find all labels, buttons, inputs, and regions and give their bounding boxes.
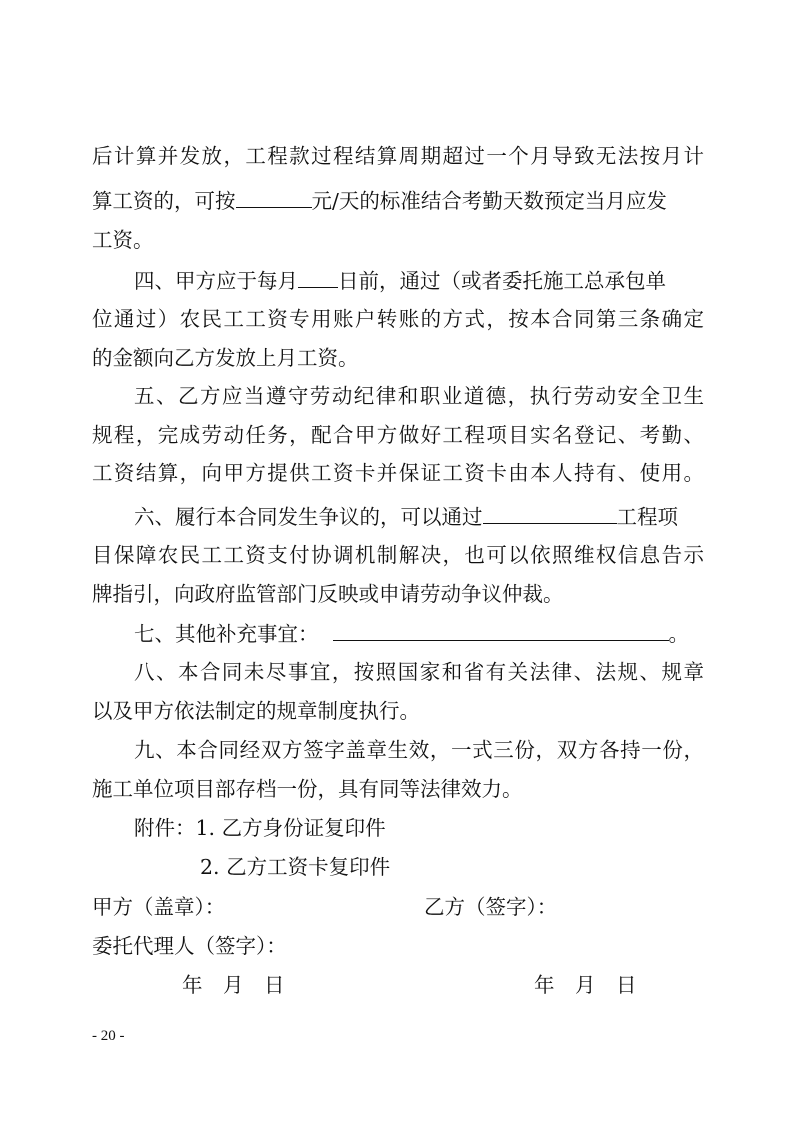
text-fragment: 算工资的，可按 bbox=[92, 189, 236, 213]
text-fragment: 日前，通过（或者委托施工总承包单 bbox=[338, 269, 666, 293]
paragraph-line: 的金额向乙方发放上月工资。 bbox=[92, 346, 359, 370]
paragraph-line: 目保障农民工工资支付协调机制解决，也可以依照维权信息告示 bbox=[92, 543, 704, 567]
paragraph-line bbox=[92, 189, 704, 212]
text-fragment: 元/天的标准结合考勤天数预定当月应发 bbox=[311, 189, 667, 213]
blank-underline-rate bbox=[236, 189, 312, 208]
text-fragment: 。 bbox=[668, 622, 689, 646]
paragraph-line: 后计算并发放，工程款过程结算周期超过一个月导致无法按月计 bbox=[92, 144, 704, 168]
date-left: 年 月 日 bbox=[182, 973, 285, 997]
paragraph-line: 九、本合同经双方签字盖章生效，一式三份，双方各持一份， bbox=[134, 738, 704, 762]
paragraph-line bbox=[134, 622, 704, 645]
agent-signature-label: 委托代理人（签字）： bbox=[92, 934, 287, 958]
text-fragment: 工程项 bbox=[616, 505, 678, 529]
text-fragment: 七、其他补充事宜： bbox=[134, 622, 319, 646]
paragraph-line: 规程，完成劳动任务，配合甲方做好工程项目实名登记、考勤、 bbox=[92, 423, 704, 447]
party-a-seal-label: 甲方（盖章）： bbox=[92, 895, 226, 919]
text-fragment: 四、甲方应于每月 bbox=[134, 269, 298, 293]
paragraph-line: 以及甲方依法制定的规章制度执行。 bbox=[92, 699, 420, 723]
text-fragment: 六、履行本合同发生争议的，可以通过 bbox=[134, 505, 483, 529]
date-right: 年 月 日 bbox=[534, 973, 637, 997]
attachment-line: 附件：1. 乙方身份证复印件 bbox=[134, 816, 386, 840]
paragraph-line: 五、乙方应当遵守劳动纪律和职业道德，执行劳动安全卫生 bbox=[134, 384, 704, 408]
paragraph-line: 工资。 bbox=[92, 228, 154, 252]
attachment-line: 2. 乙方工资卡复印件 bbox=[200, 855, 391, 879]
blank-underline-project bbox=[483, 505, 617, 524]
paragraph-line: 施工单位项目部存档一份，具有同等法律效力。 bbox=[92, 777, 523, 801]
paragraph-line: 工资结算，向甲方提供工资卡并保证工资卡由本人持有、使用。 bbox=[92, 461, 704, 485]
page-number: - 20 - bbox=[92, 1028, 125, 1044]
paragraph-line: 位通过）农民工工资专用账户转账的方式，按本合同第三条确定 bbox=[92, 307, 704, 331]
blank-underline-day bbox=[298, 269, 338, 288]
party-b-signature-label: 乙方（签字）： bbox=[424, 895, 558, 919]
blank-underline-supplement bbox=[333, 622, 669, 641]
paragraph-line: 八、本合同未尽事宜，按照国家和省有关法律、法规、规章 bbox=[134, 660, 704, 684]
paragraph-line bbox=[134, 269, 704, 292]
paragraph-line: 牌指引，向政府监管部门反映或申请劳动争议仲裁。 bbox=[92, 582, 564, 606]
paragraph-line bbox=[134, 505, 704, 528]
